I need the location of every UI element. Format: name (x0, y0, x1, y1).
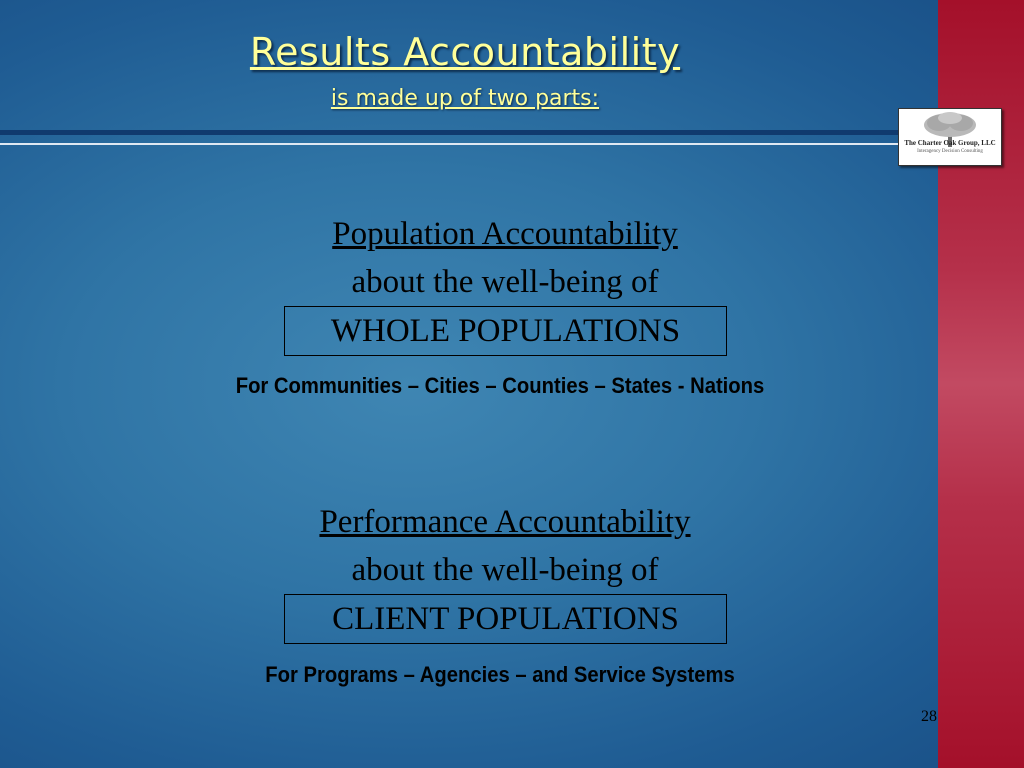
population-target-box: WHOLE POPULATIONS (284, 306, 727, 356)
header-rule-thin (0, 143, 898, 145)
population-scope: For Communities – Cities – Counties – States - Nations (235, 373, 765, 398)
charter-oak-logo (898, 108, 1002, 166)
logo-tagline: Interagency Decision Consulting (917, 149, 983, 154)
logo-company-name: The Charter Oak Group, LLC (904, 139, 996, 147)
performance-about: about the well-being of (351, 552, 659, 588)
page-number: 28 (921, 708, 937, 725)
header-rule-thick (0, 130, 898, 135)
performance-target-box: CLIENT POPULATIONS (284, 594, 727, 644)
population-heading: Population Accountability (332, 216, 678, 252)
slide-title: Results Accountability (249, 30, 681, 74)
performance-scope: For Programs – Agencies – and Service Systems (265, 662, 735, 687)
slide-subtitle: is made up of two parts: (330, 86, 600, 111)
population-about: about the well-being of (351, 264, 659, 300)
performance-heading: Performance Accountability (319, 504, 691, 540)
